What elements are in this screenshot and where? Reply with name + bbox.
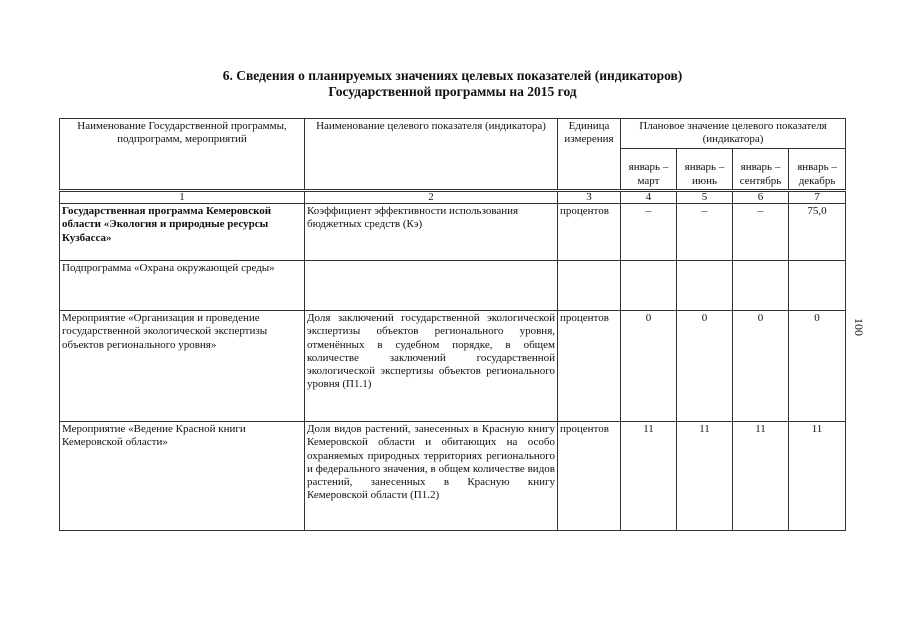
title-line-2: Государственной программы на 2015 год	[328, 84, 577, 99]
indicators-table	[59, 118, 846, 531]
table-row	[60, 261, 846, 311]
header-period-year: январь – декабрь	[789, 148, 846, 190]
value-year: 0	[789, 311, 846, 422]
indicator-name	[305, 261, 558, 311]
value-9m	[733, 261, 789, 311]
value-year: 75,0	[789, 204, 846, 261]
value-year	[789, 261, 846, 311]
header-planned-value: Плановое значение целевого показателя (индикатора)	[621, 119, 846, 149]
value-h1: 0	[677, 311, 733, 422]
unit-cell: процентов	[558, 422, 621, 531]
column-number: 1	[60, 191, 305, 204]
header-indicator-name: Наименование целевого показателя (индикатора)	[305, 119, 558, 191]
header-period-q1: январь – март	[621, 148, 677, 190]
header-period-9m: январь – сентябрь	[733, 148, 789, 190]
header-program-name: Наименование Государственной программы, подпрограмм, мероприятий	[60, 119, 305, 191]
table-row	[60, 422, 846, 531]
value-q1: –	[621, 204, 677, 261]
column-numbers-row	[60, 191, 846, 204]
page-number: 100	[852, 318, 866, 336]
activity-name: Мероприятие «Ведение Красной книги Кемеровской области»	[60, 422, 305, 531]
column-number: 3	[558, 191, 621, 204]
value-q1: 0	[621, 311, 677, 422]
value-q1: 11	[621, 422, 677, 531]
indicator-name: Доля видов растений, занесенных в Красную книгу Кемеровской области и обитающих на особо охраняемых природных территориях регионального и федерального значения, в общем количестве видов растений, занесенных в Красную книгу Кемеровской области (П1.2)	[305, 422, 558, 531]
indicator-name: Коэффициент эффективности использования бюджетных средств (Кэ)	[305, 204, 558, 261]
table-row	[60, 311, 846, 422]
document-title	[0, 68, 905, 100]
program-name: Государственная программа Кемеровской области «Экология и природные ресурсы Кузбасса»	[60, 204, 305, 261]
subprogram-name: Подпрограмма «Охрана окружающей среды»	[60, 261, 305, 311]
value-9m: 11	[733, 422, 789, 531]
column-number: 4	[621, 191, 677, 204]
header-unit: Единица измерения	[558, 119, 621, 191]
value-year: 11	[789, 422, 846, 531]
value-h1: 11	[677, 422, 733, 531]
value-h1: –	[677, 204, 733, 261]
column-number: 2	[305, 191, 558, 204]
header-row	[60, 119, 846, 149]
title-line-1: 6. Сведения о планируемых значениях целевых показателей (индикаторов)	[222, 68, 683, 83]
value-9m: 0	[733, 311, 789, 422]
header-period-h1: январь – июнь	[677, 148, 733, 190]
value-q1	[621, 261, 677, 311]
value-h1	[677, 261, 733, 311]
unit-cell: процентов	[558, 311, 621, 422]
column-number: 6	[733, 191, 789, 204]
column-number: 7	[789, 191, 846, 204]
table-row	[60, 204, 846, 261]
column-number: 5	[677, 191, 733, 204]
value-9m: –	[733, 204, 789, 261]
activity-name: Мероприятие «Организация и проведение государственной экологической экспертизы объектов регионального уровня»	[60, 311, 305, 422]
unit-cell	[558, 261, 621, 311]
unit-cell: процентов	[558, 204, 621, 261]
indicator-name: Доля заключений государственной экологической экспертизы объектов регионального уровня, отменённых в судебном порядке, в общем количестве заключений государственной экологической экспертизы объектов регионального уровня (П1.1)	[305, 311, 558, 422]
